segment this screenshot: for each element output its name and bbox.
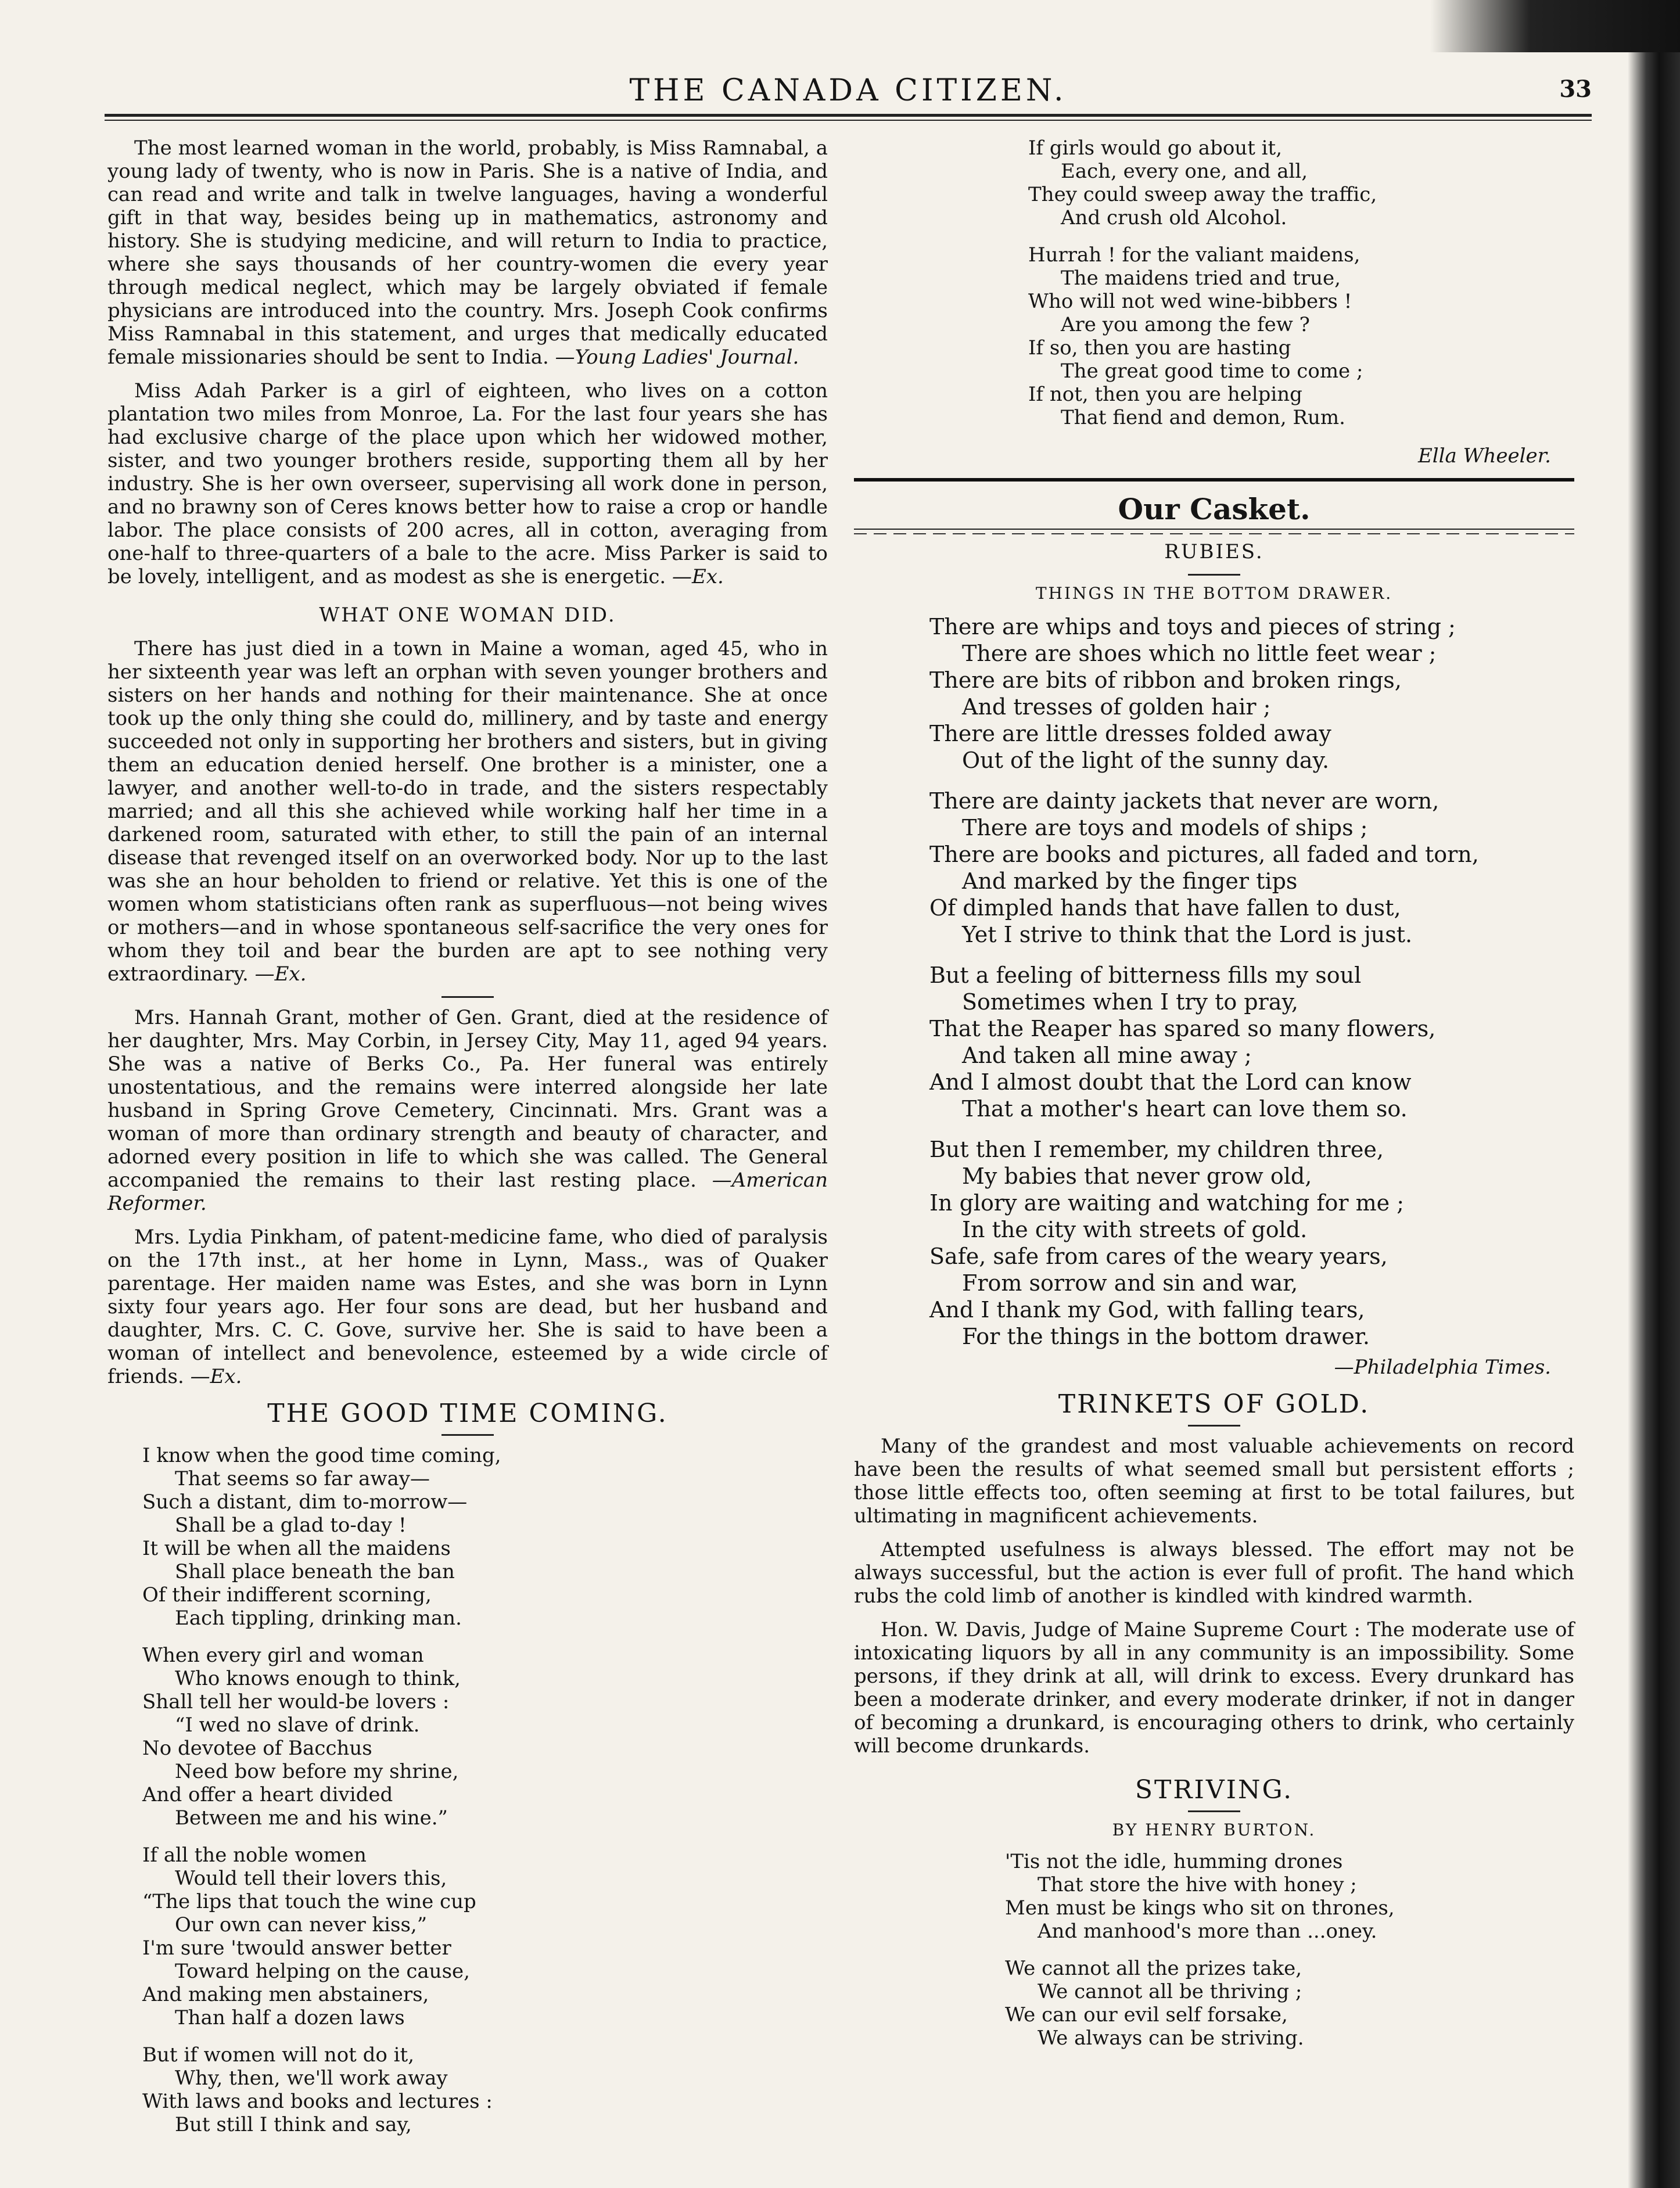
poem-line: That a mother's heart can love them so. <box>962 1096 1408 1122</box>
stanza <box>929 788 1574 948</box>
poem-line: Need bow before my shrine, <box>175 1760 459 1783</box>
poem-line: We cannot all be thriving ; <box>1038 1980 1302 2003</box>
poem-line: That fiend and demon, Rum. <box>1061 406 1345 429</box>
poem-line: But still I think and say, <box>175 2113 412 2136</box>
poem-line: But if women will not do it, <box>142 2043 415 2067</box>
poem-line: When every girl and woman <box>142 1644 424 1667</box>
poem <box>1005 1850 1574 2050</box>
poem-line: Shall tell her would-be lovers : <box>142 1690 450 1713</box>
page-edge-shadow <box>1628 0 1680 2188</box>
stanza <box>142 2043 828 2136</box>
poem-line: If girls would go about it, <box>1028 136 1283 160</box>
page-number: 33 <box>1559 76 1592 103</box>
poem-line: And offer a heart divided <box>142 1783 393 1806</box>
poem-line: The great good time to come ; <box>1061 360 1363 383</box>
poem-line: It will be when all the maidens <box>142 1537 451 1560</box>
poem-line: That seems so far away— <box>175 1467 430 1490</box>
poem-line: And tresses of golden hair ; <box>962 694 1271 720</box>
poem-line: No devotee of Bacchus <box>142 1737 372 1760</box>
poem-line: In glory are waiting and watching for me ; <box>929 1190 1405 1216</box>
poem-line: If not, then you are helping <box>1028 383 1302 406</box>
section-rule <box>854 478 1574 482</box>
divider <box>441 1434 494 1436</box>
poem-byline: BY HENRY BURTON. <box>1112 1820 1316 1839</box>
poem-line: There are whips and toys and pieces of string ; <box>929 614 1456 639</box>
poem-line: With laws and books and lectures : <box>142 2090 493 2113</box>
poem-line: Men must be kings who sit on thrones, <box>1005 1896 1395 1920</box>
poem-line: I know when the good time coming, <box>142 1444 501 1467</box>
newspaper-title: THE CANADA CITIZEN. <box>629 73 1067 108</box>
poem-line: Yet I strive to think that the Lord is just. <box>962 922 1413 947</box>
article-paragraph: Mrs. Hannah Grant, mother of Gen. Grant, died at the residence of her daughter, Mrs. May Corbin, in Jersey City, May 11, aged 94 years. She was a native of Berks Co., Pa. Her funeral was entirely unostentatious, and the remains were interred alongside her late husband in Spring Grove Cemetery, Cincinnati. Mrs. Grant was a woman of more than ordinary strength and beauty of character, and adorned every position in life to which she was called. The General accompanied the remains to their last resting place. —American Reformer. <box>107 1006 828 1215</box>
poem-line: Are you among the few ? <box>1061 313 1310 336</box>
poem-line: That the Reaper has spared so many flowers, <box>929 1016 1436 1041</box>
poem-source: —Philadelphia Times. <box>1334 1356 1551 1379</box>
poem-line: Sometimes when I try to pray, <box>962 989 1298 1015</box>
poem-line: And I almost doubt that the Lord can know <box>929 1069 1412 1095</box>
poem-line: Shall be a glad to-day ! <box>175 1514 407 1537</box>
poem-line: Between me and his wine.” <box>175 1806 448 1830</box>
poem-line: We always can be striving. <box>1038 2027 1304 2050</box>
poem-line: Shall place beneath the ban <box>175 1560 455 1583</box>
poem-title: THINGS IN THE BOTTOM DRAWER. <box>1035 584 1393 603</box>
poem-line: And I thank my God, with falling tears, <box>929 1297 1365 1323</box>
poem-line: If so, then you are hasting <box>1028 336 1291 360</box>
poem-line: There are little dresses folded away <box>929 721 1331 746</box>
poem <box>142 1444 828 2136</box>
section-heading: WHAT ONE WOMAN DID. <box>319 603 616 627</box>
poem-line: “The lips that touch the wine cup <box>142 1890 476 1913</box>
divider <box>1188 1810 1240 1812</box>
poem-line: Than half a dozen laws <box>175 2006 405 2029</box>
stanza <box>1028 243 1574 429</box>
article-paragraph: The most learned woman in the world, probably, is Miss Ramnabal, a young lady of twenty, who is now in Paris. She is a native of India, and can read and write and talk in twelve languages, having a wonderful gift in that way, besides being up in mathematics, astronomy and history. She is studying medicine, and will return to India to practice, where she says thousands of her country-women die every year through medical neglect, which may be largely obviated if female physicians are introduced into the country. Mrs. Joseph Cook confirms Miss Ramnabal in this statement, and urges that medically educated female missionaries should be sent to India. —Young Ladies' Journal. <box>107 136 828 369</box>
divider <box>441 996 494 998</box>
masthead <box>105 69 1592 115</box>
left-column <box>107 136 828 2151</box>
poem-line: There are toys and models of ships ; <box>962 815 1368 840</box>
article-paragraph: Hon. W. Davis, Judge of Maine Supreme Court : The moderate use of intoxicating liquors by all in any community is an impossibility. Some persons, if they drink at all, will drink to excess. Every drunkard has been a moderate drinker, and every moderate drinker, if not in danger of becoming a drunkard, is encouraging others to drink, who certainly will become drunkards. <box>854 1618 1574 1758</box>
poem-line: Each, every one, and all, <box>1061 160 1308 183</box>
masthead-rule <box>105 114 1592 117</box>
poem-line: From sorrow and sin and war, <box>962 1270 1298 1296</box>
poem-line: But then I remember, my children three, <box>929 1137 1384 1162</box>
poem-line: Would tell their lovers this, <box>175 1867 447 1890</box>
poem-line: Who will not wed wine-bibbers ! <box>1028 290 1352 313</box>
poem-continued <box>1028 136 1574 429</box>
stanza <box>142 1444 828 1630</box>
poem-line: And manhood's more than ...oney. <box>1038 1920 1377 1943</box>
poem-line: Such a distant, dim to-morrow— <box>142 1490 468 1514</box>
subsection-heading: RUBIES. <box>1164 540 1264 563</box>
section-rule-dashed <box>854 533 1574 534</box>
article-paragraph: Miss Adah Parker is a girl of eighteen, who lives on a cotton plantation two miles from Monroe, La. For the last four years she has had exclusive charge of the place upon which her widowed mother, sister, and two younger brothers reside, supporting them all by her industry. She is her own overseer, supervising all work done in person, and no brawny son of Ceres knows better how to raise a crop or handle labor. The place consists of 200 acres, all in cotton, averaging from one-half to three-quarters of a bale to the acre. Miss Parker is said to be lovely, intelligent, and as modest as she is energetic. —Ex. <box>107 379 828 588</box>
poem-line: “I wed no slave of drink. <box>175 1713 420 1737</box>
poem-line: There are shoes which no little feet wear ; <box>962 641 1437 666</box>
poem-line: There are dainty jackets that never are worn, <box>929 788 1440 814</box>
divider <box>1188 1425 1240 1427</box>
poem-line: Out of the light of the sunny day. <box>962 748 1330 773</box>
stanza <box>142 1844 828 2029</box>
poem-line: Of their indifferent scorning, <box>142 1583 432 1607</box>
divider <box>1188 574 1240 576</box>
poem-line: We can our evil self forsake, <box>1005 2003 1288 2027</box>
poem-line: In the city with streets of gold. <box>962 1217 1308 1242</box>
poem-line: And making men abstainers, <box>142 1983 429 2006</box>
poem-line: If all the noble women <box>142 1844 367 1867</box>
stanza <box>929 1136 1574 1350</box>
poem-title: STRIVING. <box>1135 1775 1294 1805</box>
stanza <box>929 613 1574 774</box>
article-paragraph: There has just died in a town in Maine a woman, aged 45, who in her sixteenth year was left an orphan with seven younger brothers and sisters on her hands and nothing for their maintenance. She at once took up the only thing she could do, millinery, and by taste and energy succeeded not only in supporting her brothers and sisters, but in giving them an education denied herself. One brother is a minister, one a lawyer, and another well-to-do in trade, and the sisters respectably married; and all this she achieved while working half her time in a darkened room, saturated with ether, to still the pain of an internal disease that revenged itself on an overworked body. Nor up to the last was she an hour beholden to friend or relative. Yet this is one of the women whom statisticians often rank as superfluous—not being wives or mothers—and in whose spontaneous self-sacrifice the very ones for whom they toil and bear the burden are apt to see nothing very extraordinary. —Ex. <box>107 637 828 986</box>
poem-line: For the things in the bottom drawer. <box>962 1324 1370 1349</box>
poem-line: There are bits of ribbon and broken rings, <box>929 667 1402 693</box>
poem-line: Safe, safe from cares of the weary years, <box>929 1244 1388 1269</box>
poem-author: Ella Wheeler. <box>1417 444 1551 468</box>
right-column <box>854 136 1574 2065</box>
poem-line: The maidens tried and true, <box>1061 267 1341 290</box>
stanza <box>1005 1850 1574 1943</box>
poem-line: 'Tis not the idle, humming drones <box>1005 1850 1343 1873</box>
article-paragraph: Attempted usefulness is always blessed. The effort may not be always successful, but the action is ever full of profit. The hand which rubs the cold limb of another is kindled with kindred warmth. <box>854 1538 1574 1608</box>
poem-line: Hurrah ! for the valiant maidens, <box>1028 243 1360 267</box>
poem <box>929 613 1574 1350</box>
subsection-heading: TRINKETS OF GOLD. <box>1058 1389 1370 1419</box>
masthead-rule-thin <box>105 120 1592 121</box>
stanza <box>1028 136 1574 229</box>
poem-line: That store the hive with honey ; <box>1038 1873 1357 1896</box>
poem-line: Our own can never kiss,” <box>175 1913 428 1936</box>
poem-line: I'm sure 'twould answer better <box>142 1936 451 1960</box>
poem-line: Why, then, we'll work away <box>175 2067 448 2090</box>
poem-line: They could sweep away the traffic, <box>1028 183 1377 206</box>
stanza <box>142 1644 828 1830</box>
stanza <box>1005 1957 1574 2050</box>
section-title: Our Casket. <box>1118 492 1311 526</box>
poem-line: And crush old Alcohol. <box>1061 206 1287 229</box>
article-paragraph: Many of the grandest and most valuable achievements on record have been the results of what seemed small but persistent efforts ; those little effects too, often seeming at first to be total failures, but ultimating in magnificent achievements. <box>854 1435 1574 1528</box>
poem-line: And taken all mine away ; <box>962 1043 1252 1068</box>
poem-line: Of dimpled hands that have fallen to dust, <box>929 895 1401 921</box>
article-paragraph: Mrs. Lydia Pinkham, of patent-medicine fame, who died of paralysis on the 17th inst., at her home in Lynn, Mass., was of Quaker parentage. Her maiden name was Estes, and she was born in Lynn sixty four years ago. Her four sons are dead, but her husband and daughter, Mrs. C. C. Gove, survive her. She is said to have been a woman of intellect and benevolence, esteemed by a wide circle of friends. —Ex. <box>107 1226 828 1388</box>
poem-title: THE GOOD TIME COMING. <box>267 1399 668 1428</box>
poem-line: And marked by the finger tips <box>962 868 1298 894</box>
poem-line: Who knows enough to think, <box>175 1667 461 1690</box>
poem-line: Each tippling, drinking man. <box>175 1607 462 1630</box>
poem-line: There are books and pictures, all faded and torn, <box>929 842 1479 867</box>
stanza <box>929 962 1574 1122</box>
poem-line: My babies that never grow old, <box>962 1163 1312 1189</box>
poem-line: But a feeling of bitterness fills my soul <box>929 962 1362 988</box>
page-corner-shadow <box>1430 0 1680 52</box>
poem-line: We cannot all the prizes take, <box>1005 1957 1302 1980</box>
section-rule-thin <box>854 529 1574 530</box>
poem-line: Toward helping on the cause, <box>175 1960 470 1983</box>
